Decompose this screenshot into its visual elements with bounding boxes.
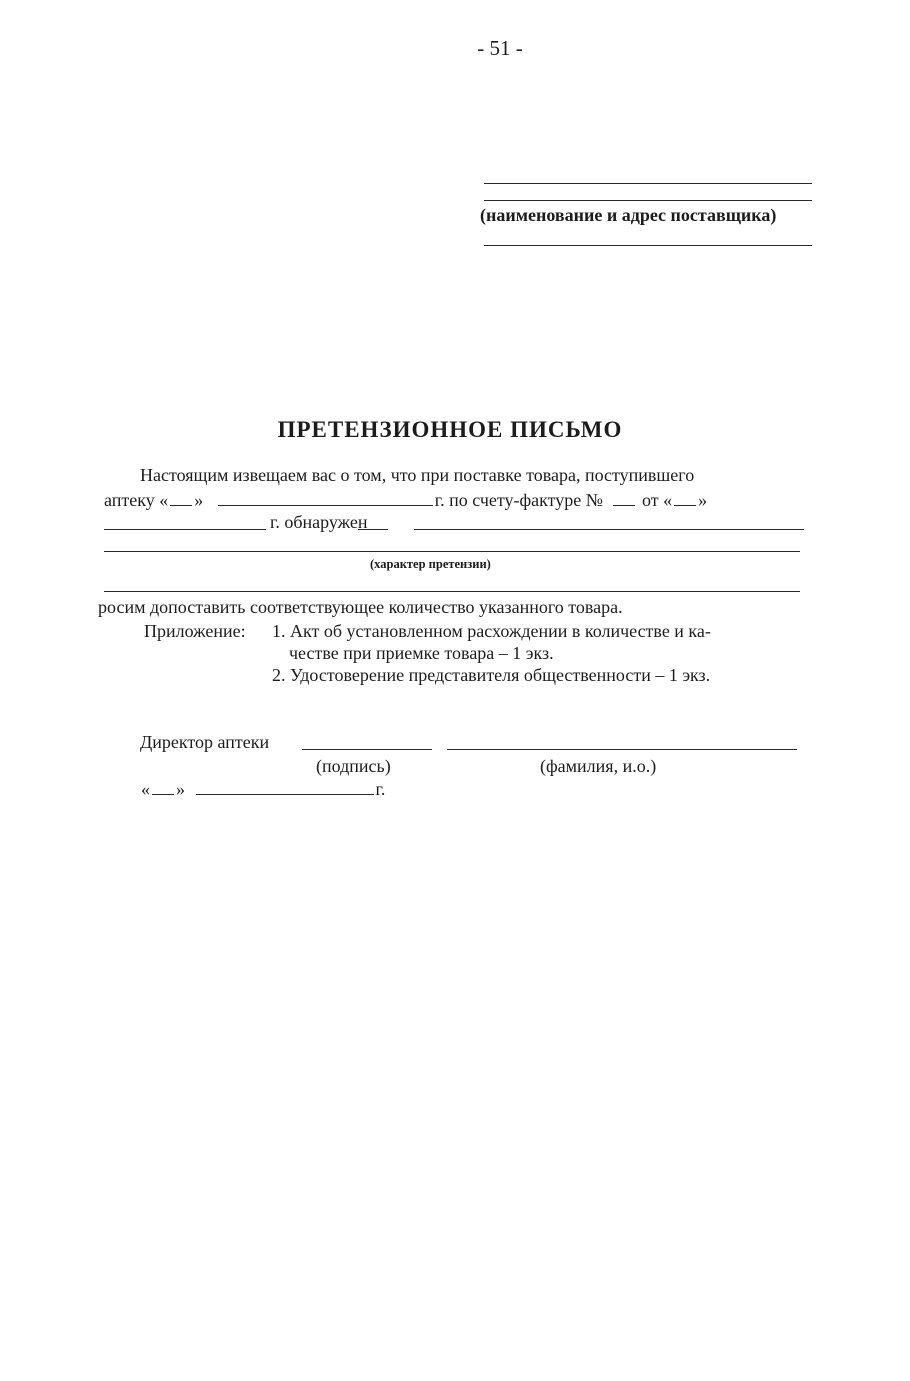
director-label: Директор аптеки — [140, 732, 270, 752]
claim-line — [104, 551, 800, 552]
date-close: » — [176, 779, 185, 799]
date-blank — [218, 489, 433, 506]
attachment-item-2: 2. Удостоверение представителя общественности – 1 экз. — [272, 665, 711, 685]
body-line-2 — [104, 489, 707, 511]
line2-part-b: » — [194, 490, 204, 510]
signature-label: (подпись) — [316, 756, 391, 776]
page-number: - 51 - — [477, 36, 523, 60]
line2-part-d: от « — [641, 490, 673, 510]
invoice-number-blank — [613, 489, 635, 506]
supplier-line-2 — [484, 200, 812, 201]
document-title: ПРЕТЕНЗИОННОЕ ПИСЬМО — [277, 417, 623, 442]
supplier-label: (наименование и адрес поставщика) — [480, 205, 777, 225]
line2-part-a: аптеку « — [104, 490, 169, 510]
date-month-blank — [196, 778, 374, 795]
body-line-3-blank-a — [104, 529, 266, 530]
date-day-blank — [152, 778, 174, 795]
signature-line — [302, 749, 432, 750]
attachment-label: Приложение: — [144, 621, 246, 641]
year-suffix: г. — [375, 779, 386, 799]
body-line-3-blank-c — [414, 529, 804, 530]
claim-line-2 — [104, 591, 800, 592]
attachment-item-1b: честве при приемке товара – 1 экз. — [289, 643, 554, 663]
body-line-3-blank-b — [358, 529, 388, 530]
request-line: росим допоставить соответствующее количество указанного товара. — [98, 597, 623, 617]
line2-part-c: г. по счету-фактуре № — [434, 490, 603, 510]
supplier-line-1 — [484, 183, 812, 184]
body-line-1: Настоящим извещаем вас о том, что при поставке товара, поступившего — [140, 465, 695, 485]
date-line — [141, 778, 385, 800]
attachment-item-1a: 1. Акт об установленном расхождении в количестве и ка- — [272, 621, 711, 641]
line2-part-e: » — [698, 490, 708, 510]
body-line-3: г. обнаружен — [270, 512, 368, 532]
invoice-day-blank — [674, 489, 696, 506]
name-line — [447, 749, 797, 750]
date-open: « — [141, 779, 150, 799]
claim-label: (характер претензии) — [370, 557, 491, 571]
day-blank — [170, 489, 192, 506]
name-label: (фамилия, и.о.) — [540, 756, 657, 776]
supplier-line-3 — [484, 245, 812, 246]
